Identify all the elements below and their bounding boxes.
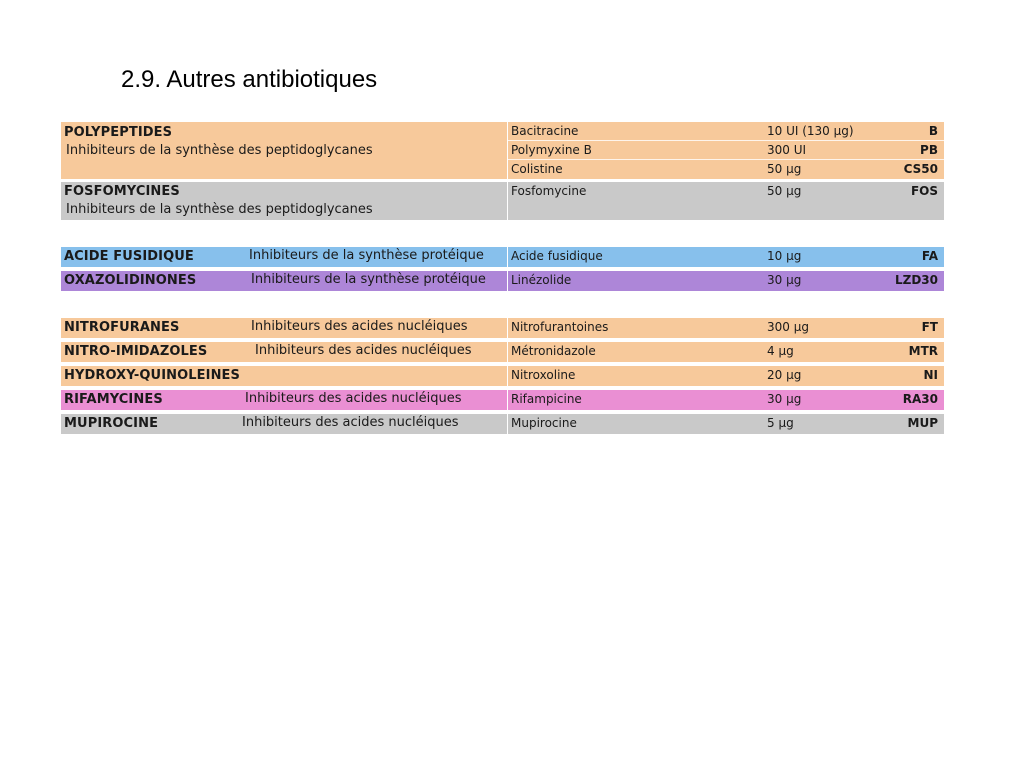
drug-list [507, 271, 944, 291]
drug-dose: 10 µg [767, 249, 802, 263]
family-mechanism: Inhibiteurs des acides nucléiques [242, 415, 459, 430]
drug-name: Bacitracine [511, 124, 579, 138]
family-block-polypeptides [61, 122, 944, 179]
family-info [61, 318, 506, 338]
drug-row [508, 182, 944, 200]
family-info [61, 122, 506, 179]
drug-row [508, 414, 944, 434]
family-name: OXAZOLIDINONES [64, 273, 197, 288]
family-name: MUPIROCINE [64, 416, 159, 431]
family-name: HYDROXY-QUINOLEINES [64, 368, 241, 383]
drug-dose: 50 µg [767, 184, 802, 198]
drug-code: FT [921, 320, 938, 334]
family-mechanism: Inhibiteurs de la synthèse protéique [249, 248, 484, 263]
family-info [61, 414, 506, 434]
drug-code: RA30 [902, 392, 938, 406]
drug-name: Linézolide [511, 273, 572, 287]
family-info [61, 271, 506, 291]
drug-dose: 20 µg [767, 368, 802, 382]
drug-row [508, 271, 944, 291]
drug-name: Polymyxine B [511, 143, 592, 157]
drug-list [507, 366, 944, 386]
family-name: RIFAMYCINES [64, 392, 163, 407]
drug-dose: 5 µg [767, 416, 794, 430]
drug-row [508, 160, 944, 178]
family-name: NITRO-IMIDAZOLES [64, 344, 208, 359]
drug-code: MUP [907, 416, 938, 430]
drug-code: PB [920, 143, 938, 157]
drug-name: Acide fusidique [511, 249, 603, 263]
drug-row [508, 141, 944, 160]
drug-row [508, 366, 944, 386]
family-block-hydroxy-quinoleines [61, 366, 944, 386]
drug-code: NI [923, 368, 938, 382]
family-mechanism: Inhibiteurs de la synthèse des peptidoglycanes [66, 202, 373, 217]
drug-dose: 30 µg [767, 273, 802, 287]
family-name: FOSFOMYCINES [64, 184, 180, 199]
family-mechanism: Inhibiteurs de la synthèse des peptidoglycanes [66, 143, 373, 158]
family-block-nitro-imidazoles [61, 342, 944, 362]
antibiotics-table [61, 122, 944, 434]
family-mechanism: Inhibiteurs des acides nucléiques [255, 343, 472, 358]
drug-name: Nitroxoline [511, 368, 576, 382]
drug-name: Métronidazole [511, 344, 596, 358]
family-mechanism: Inhibiteurs des acides nucléiques [251, 319, 468, 334]
drug-dose: 300 UI [767, 143, 807, 157]
family-name: POLYPEPTIDES [64, 125, 173, 140]
drug-name: Rifampicine [511, 392, 582, 406]
drug-name: Mupirocine [511, 416, 577, 430]
family-block-oxazolidinones [61, 271, 944, 291]
drug-row [508, 318, 944, 338]
drug-name: Nitrofurantoines [511, 320, 609, 334]
drug-code: MTR [908, 344, 938, 358]
drug-dose: 10 UI (130 µg) [767, 124, 854, 138]
family-mechanism: Inhibiteurs des acides nucléiques [245, 391, 462, 406]
family-info [61, 342, 506, 362]
family-name: ACIDE FUSIDIQUE [64, 249, 194, 264]
drug-list [507, 318, 944, 338]
page-title: 2.9. Autres antibiotiques [121, 66, 378, 93]
family-info [61, 247, 506, 267]
drug-row [508, 122, 944, 141]
family-info [61, 182, 506, 220]
drug-list [507, 414, 944, 434]
drug-dose: 50 µg [767, 162, 802, 176]
family-block-acide-fusidique [61, 247, 944, 267]
drug-dose: 30 µg [767, 392, 802, 406]
drug-code: B [928, 124, 938, 138]
family-block-rifamycines [61, 390, 944, 410]
drug-code: LZD30 [894, 273, 938, 287]
family-info [61, 390, 506, 410]
drug-name: Fosfomycine [511, 184, 587, 198]
drug-dose: 300 µg [767, 320, 809, 334]
family-block-mupirocine [61, 414, 944, 434]
drug-list [507, 122, 944, 179]
family-info [61, 366, 506, 386]
drug-list [507, 182, 944, 220]
drug-code: FA [921, 249, 938, 263]
drug-list [507, 247, 944, 267]
family-block-fosfomycines [61, 182, 944, 220]
drug-code: CS50 [903, 162, 938, 176]
drug-dose: 4 µg [767, 344, 794, 358]
drug-name: Colistine [511, 162, 563, 176]
drug-row [508, 247, 944, 267]
drug-code: FOS [910, 184, 938, 198]
family-name: NITROFURANES [64, 320, 180, 335]
family-block-nitrofuranes [61, 318, 944, 338]
drug-row [508, 390, 944, 410]
drug-row [508, 342, 944, 362]
family-mechanism: Inhibiteurs de la synthèse protéique [251, 272, 486, 287]
drug-list [507, 342, 944, 362]
drug-list [507, 390, 944, 410]
